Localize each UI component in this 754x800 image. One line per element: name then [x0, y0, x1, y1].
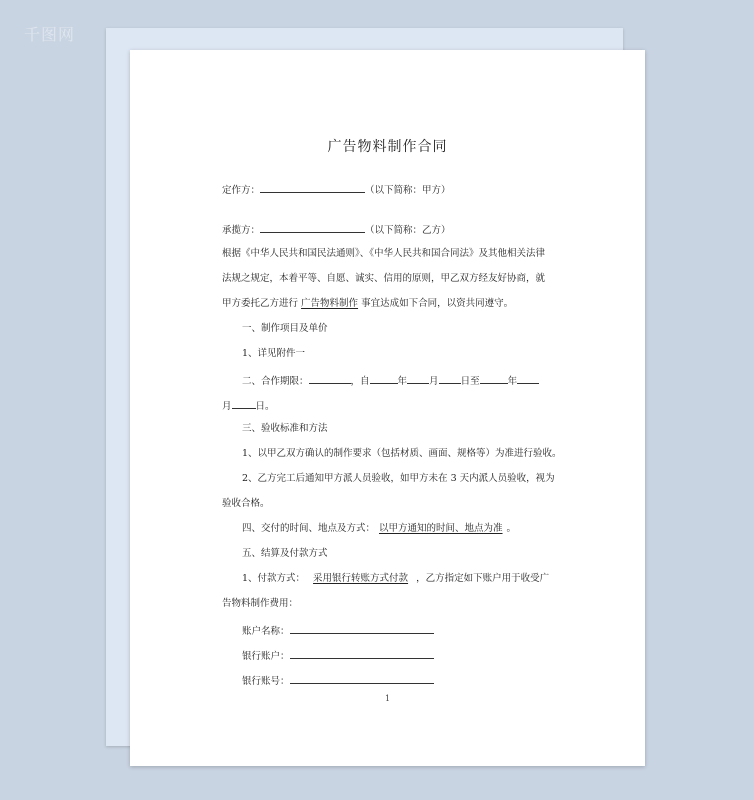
section-2-line-cont [222, 397, 275, 413]
account-name-blank[interactable] [290, 622, 434, 634]
section-4-line [242, 522, 516, 535]
intro-line-3-pre: 甲方委托乙方进行 [222, 298, 299, 309]
intro-line-3 [222, 297, 513, 310]
start-month-blank[interactable] [407, 372, 429, 384]
start-year-unit: 年 [397, 376, 408, 387]
section-3-item-2: 2、乙方完工后通知甲方派人员验收，如甲方未在 3 天内派人员验收，视为 [242, 473, 555, 484]
section-5-item-1-cont: 告物料制作费用： [222, 598, 299, 609]
party-b-label: 承揽方： [222, 225, 261, 236]
intro-line-2: 法规之规定，本着平等、自愿、诚实、信用的原则，甲乙双方经友好协商，就 [222, 273, 546, 284]
intro-fill-project: 广告物料制作 [301, 298, 359, 309]
bank-account-line [242, 647, 434, 663]
delivery-label: 四、交付的时间、地点及方式： [242, 523, 376, 534]
term-blank[interactable] [309, 372, 351, 384]
term-label: 二、合作期限： [242, 376, 309, 387]
section-3-title: 三、验收标准和方法 [242, 423, 328, 434]
section-1-title: 一、制作项目及单价 [242, 323, 328, 334]
section-5-title: 五、结算及付款方式 [242, 548, 328, 559]
end-day-blank[interactable] [232, 397, 256, 409]
section-5-item-1 [242, 572, 549, 585]
page-number: 1 [384, 694, 391, 703]
account-name-line [242, 622, 434, 638]
party-b-suffix: （以下简称：乙方） [365, 225, 451, 236]
start-month-unit: 月 [429, 376, 439, 387]
contract-title: 广告物料制作合同 [327, 139, 448, 155]
section-3-item-1: 1、以甲乙双方确认的制作要求（包括材质、画面、规格等）为准进行验收。 [242, 448, 562, 459]
watermark-logo: 千图网 [24, 27, 76, 44]
bank-account-blank[interactable] [290, 647, 434, 659]
account-name-label: 账户名称： [242, 626, 290, 637]
party-a-suffix: （以下简称：甲方） [365, 185, 451, 196]
payment-label: 1、付款方式： [242, 573, 306, 584]
end-year-unit: 年 [507, 376, 518, 387]
section-3-item-2-cont: 验收合格。 [222, 498, 270, 509]
end-year-blank[interactable] [480, 372, 508, 384]
intro-line-3-post: 事宜达成如下合同，以资共同遵守。 [361, 298, 514, 309]
start-day-blank[interactable] [439, 372, 461, 384]
bank-number-line [242, 672, 434, 688]
bank-account-label: 银行账户： [242, 651, 290, 662]
payment-method-fill: 采用银行转账方式付款 [313, 573, 409, 584]
start-year-blank[interactable] [370, 372, 398, 384]
term-from: ，自 [350, 376, 370, 387]
bank-number-blank[interactable] [290, 672, 434, 684]
bank-number-label: 银行账号： [242, 676, 290, 687]
section-1-item: 1、详见附件一 [242, 348, 306, 359]
intro-line-1: 根据《中华人民共和国民法通则》、《中华人民共和国合同法》及其他相关法律 [222, 248, 546, 259]
end-month-unit: 月 [222, 401, 232, 412]
end-day-unit: 日。 [255, 401, 275, 412]
party-a-blank[interactable] [260, 181, 365, 193]
end-month-blank[interactable] [517, 372, 539, 384]
contract-page [130, 50, 645, 766]
start-day-unit: 日至 [460, 376, 480, 387]
delivery-end: 。 [506, 523, 517, 534]
party-b-line [222, 221, 451, 237]
payment-post: ，乙方指定如下账户用于收受广 [416, 573, 550, 584]
party-b-blank[interactable] [260, 221, 365, 233]
section-2-line [242, 372, 539, 388]
party-a-label: 定作方： [222, 185, 261, 196]
party-a-line [222, 181, 451, 197]
delivery-fill: 以甲方通知的时间、地点为准 [379, 523, 503, 534]
